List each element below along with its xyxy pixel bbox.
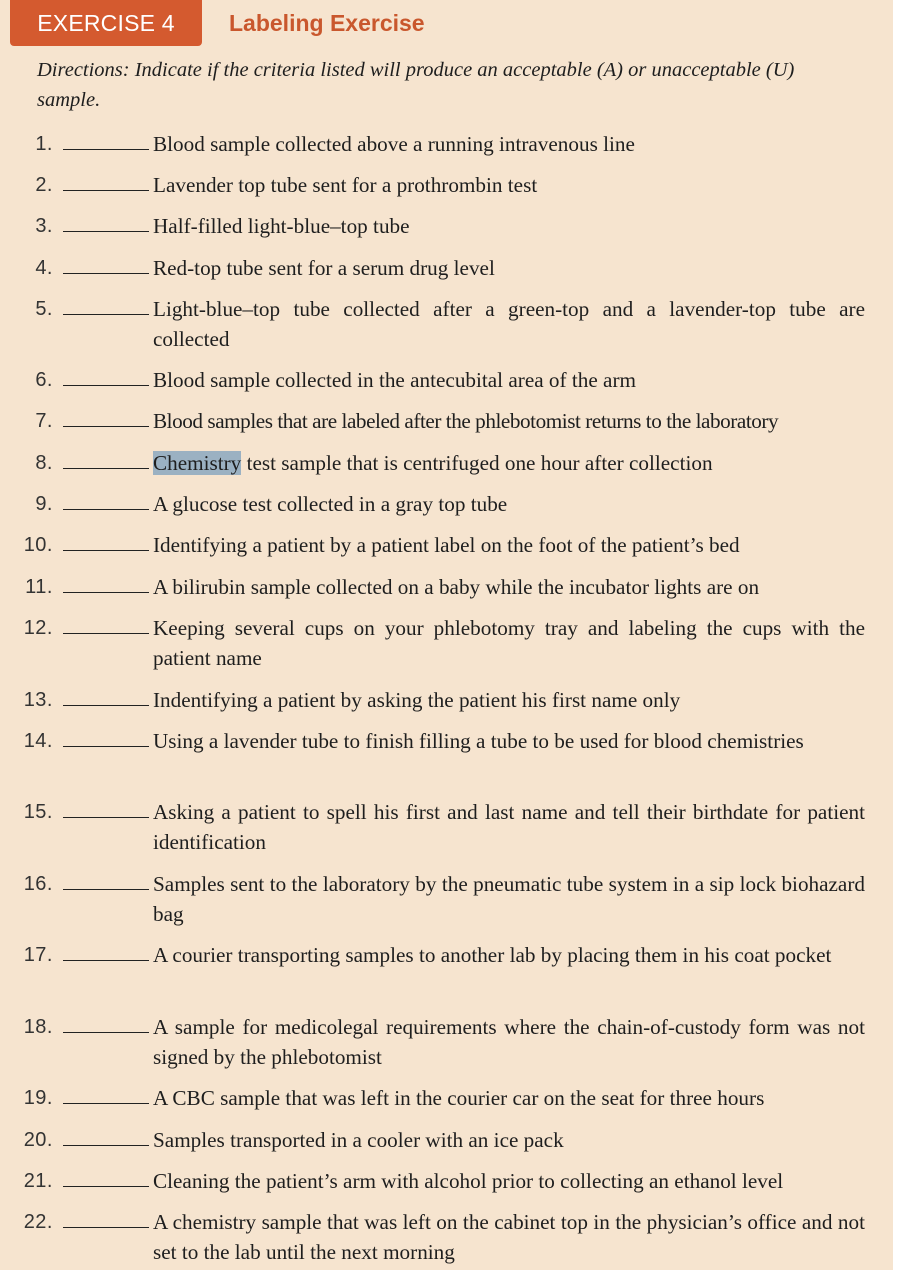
item-text: Keeping several cups on your phlebotomy tray and labeling the cups with the patient name [153,616,865,670]
exercise-badge: EXERCISE 4 [10,0,202,46]
item-number: 18. [23,1016,53,1038]
item-number: 7. [35,410,53,432]
answer-blank[interactable] [63,960,149,961]
answer-blank[interactable] [63,889,149,890]
item-text: A sample for medicolegal requirements where the chain-of-custody form was not signed by the phlebotomist [153,1015,865,1069]
answer-blank[interactable] [63,426,149,427]
item-number: 4. [35,257,53,279]
item-number: 8. [35,452,53,474]
item-number: 2. [35,174,53,196]
item-text: A courier transporting samples to another lab by placing them in his coat pocket [153,943,832,967]
item-text: Identifying a patient by a patient label on the foot of the patient’s bed [153,533,740,557]
item-number: 11. [25,576,53,598]
item-text: A glucose test collected in a gray top tube [153,492,508,516]
item-text: Blood sample collected in the antecubital area of the arm [153,368,636,392]
answer-blank[interactable] [63,190,149,191]
item-number: 3. [35,215,53,237]
answer-blank[interactable] [63,149,149,150]
item-number: 5. [35,298,53,320]
item-text: Blood samples that are labeled after the phlebotomist returns to the laboratory [153,409,779,433]
item-number: 17. [23,944,53,966]
answer-blank[interactable] [63,273,149,274]
item-text: Light-blue–top tube collected after a green-top and a lavender-top tube are collected [153,297,865,351]
item-number: 9. [35,493,53,515]
directions-text: Directions: Indicate if the criteria listed will produce an acceptable (A) or unacceptable (U) sample. [37,59,795,111]
answer-blank[interactable] [63,592,149,593]
answer-blank[interactable] [63,314,149,315]
item-number: 12. [23,617,53,639]
item-number: 6. [35,369,53,391]
item-number: 14. [23,730,53,752]
answer-blank[interactable] [63,746,149,747]
item-text: Blood sample collected above a running intravenous line [153,132,635,156]
item-text: Lavender top tube sent for a prothrombin test [153,173,538,197]
answer-blank[interactable] [63,550,149,551]
item-text: Indentifying a patient by asking the patient his first name only [153,688,681,712]
item-text: Red-top tube sent for a serum drug level [153,256,495,280]
exercise-title: Labeling Exercise [229,10,425,36]
item-number: 15. [23,801,53,823]
item-text: Using a lavender tube to finish filling a tube to be used for blood chemistries [153,729,804,753]
answer-blank[interactable] [63,1186,149,1187]
item-number: 21. [23,1170,53,1192]
answer-blank[interactable] [63,468,149,469]
item-text: A CBC sample that was left in the courier car on the seat for three hours [153,1086,765,1110]
page-margin [893,0,916,1276]
answer-blank[interactable] [63,633,149,634]
item-number: 10. [23,534,53,556]
answer-blank[interactable] [63,385,149,386]
item-text: Samples sent to the laboratory by the pneumatic tube system in a sip lock biohazard bag [153,872,865,926]
highlighted-word[interactable]: Chemistry [153,451,242,475]
answer-blank[interactable] [63,231,149,232]
item-text: Cleaning the patient’s arm with alcohol prior to collecting an ethanol level [153,1169,784,1193]
item-text: Half-filled light-blue–top tube [153,214,410,238]
item-text: Samples transported in a cooler with an ice pack [153,1128,564,1152]
answer-blank[interactable] [63,1032,149,1033]
answer-blank[interactable] [63,1145,149,1146]
item-number: 20. [23,1129,53,1151]
item-number: 13. [23,689,53,711]
item-number: 22. [23,1211,53,1233]
item-text: A bilirubin sample collected on a baby while the incubator lights are on [153,575,760,599]
item-number: 16. [23,873,53,895]
answer-blank[interactable] [63,817,149,818]
answer-blank[interactable] [63,1103,149,1104]
item-text: Asking a patient to spell his first and last name and tell their birthdate for patient identification [153,800,865,854]
item-text [153,448,865,478]
answer-blank[interactable] [63,509,149,510]
exercise-header [0,0,893,46]
item-number: 1. [35,133,53,155]
item-text-rest: test sample that is centrifuged one hour after collection [241,451,713,475]
item-number: 19. [23,1087,53,1109]
item-text: A chemistry sample that was left on the cabinet top in the physician’s office and not set to the lab until the next morning [153,1210,865,1264]
answer-blank[interactable] [63,1227,149,1228]
answer-blank[interactable] [63,705,149,706]
